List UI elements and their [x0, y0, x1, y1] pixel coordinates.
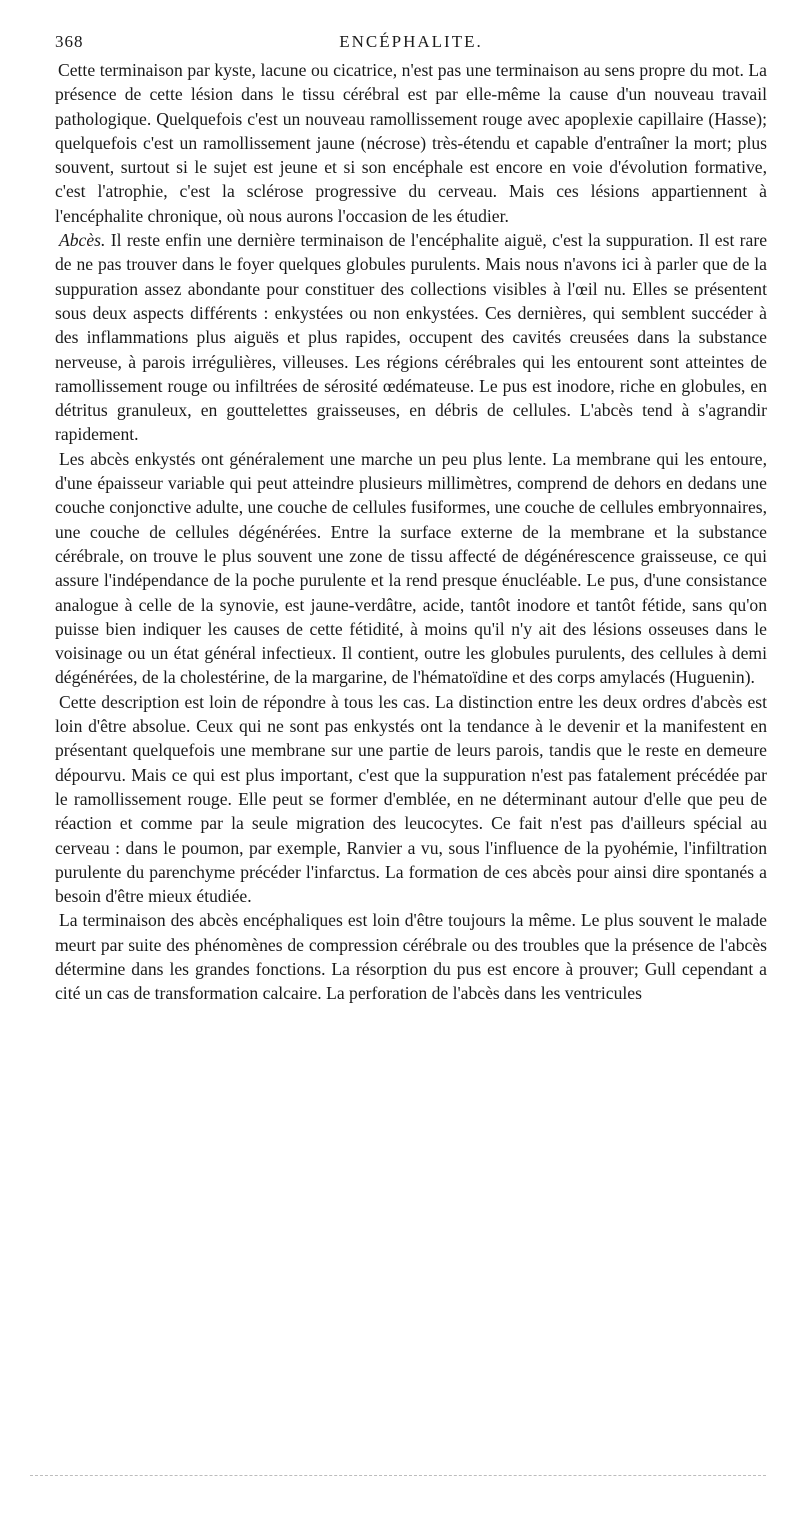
page-number: 368 [55, 32, 84, 51]
paragraph-abces-enkystes [55, 447, 767, 690]
paragraph-terminaison [55, 908, 767, 1005]
paragraph-kyste [55, 58, 767, 228]
running-title: ENCÉPHALITE. [339, 32, 483, 51]
paragraph-text: Cette terminaison par kyste, lacune ou cicatrice, n'est pas une terminaison au sens propre du mot. La présence de cette lésion dans le tissu cérébral est par elle-même la cause d'un nouveau travail pathologique. Quelquefois c'est un nouveau ramollissement rouge avec apoplexie capillaire (Hasse); quelquefois c'est un ramollissement jaune (nécrose) très-étendu et capable d'entraîner la mort; plus souvent, surtout si le sujet est jeune et si son encéphale est encore en voie d'évolution formative, c'est l'atrophie, c'est la sclérose progressive du cerveau. Mais ces lésions appartiennent à l'encéphalite chronique, où nous aurons l'occasion de les étudier. [55, 60, 767, 226]
paragraph-abces [55, 228, 767, 447]
paragraph-text: Les abcès enkystés ont généralement une marche un peu plus lente. La membrane qui les entoure, d'une épaisseur variable qui peut atteindre plusieurs millimètres, comprend de dehors en dedans une couche conjonctive adulte, une couche de cellules fusiformes, une couche de cellules embryonnaires, une couche de cellules dégénérées. Entre la surface externe de la membrane et la substance cérébrale, on trouve le plus souvent une zone de tissu affecté de dégénérescence graisseuse, ce qui assure l'indépendance de la poche purulente et la rend presque énucléable. Le pus, d'une consistance analogue à celle de la synovie, est jaune-verdâtre, acide, tantôt inodore et tantôt fétide, sans qu'on puisse bien indiquer les causes de cette fétidité, à moins qu'il n'y ait des lésions osseuses dans le voisinage ou un état général infectieux. Il contient, outre les globules purulents, des cellules à demi dégénérées, de la cholestérine, de la margarine, de l'hématoïdine et des corps amylacés (Huguenin). [55, 448, 767, 688]
paragraph-text: La terminaison des abcès encéphaliques est loin d'être toujours la même. Le plus souvent le malade meurt par suite des phénomènes de compression cérébrale ou des troubles que la présence de l'abcès détermine dans les grandes fonctions. La résorption du pus est encore à prouver; Gull cependant a cité un cas de transformation calcaire. La perforation de l'abcès dans les ventricules [55, 910, 767, 1004]
document-page [55, 32, 767, 1006]
running-head [55, 32, 767, 56]
footer-divider [30, 1475, 766, 1476]
paragraph-description [55, 690, 767, 909]
section-label-abces: Abcès. [59, 230, 106, 251]
paragraph-text: Il reste enfin une dernière terminaison de l'encéphalite aiguë, c'est la suppuration. Il est rare de ne pas trouver dans le foyer quelques globules purulents. Mais nous n'avons ici à parler que de la suppuration assez abondante pour constituer des collections visibles à l'œil nu. Elles se présentent sous deux aspects différents : enkystées ou non enkystées. Ces dernières, qui semblent succéder à des inflammations plus aiguës et plus rapides, occupent des cavités creusées dans la substance nerveuse, à parois irrégulières, villeuses. Les régions cérébrales qui les entourent sont atteintes de ramollissement rouge ou infiltrées de sérosité œdémateuse. Le pus est inodore, riche en globules, en détritus granuleux, en gouttelettes graisseuses, en débris de cellules. L'abcès tend à s'agrandir rapidement. [55, 230, 767, 445]
paragraph-text: Cette description est loin de répondre à tous les cas. La distinction entre les deux ordres d'abcès est loin d'être absolue. Ceux qui ne sont pas enkystés ont la tendance à le devenir et la manifestent en présentant quelquefois une membrane sur une partie de leurs parois, tandis que le reste en demeure dépourvu. Mais ce qui est plus important, c'est que la suppuration n'est pas fatalement précédée par le ramollissement rouge. Elle peut se former d'emblée, en ne déterminant autour d'elle que peu de réaction et comme par la seule migration des leucocytes. Ce fait n'est pas d'ailleurs spécial au cerveau : dans le poumon, par exemple, Ranvier a vu, sous l'influence de la pyohémie, l'infiltration purulente du parenchyme précéder l'infarctus. La formation de ces abcès pour ainsi dire spontanés a besoin d'être mieux étudiée. [55, 691, 767, 907]
